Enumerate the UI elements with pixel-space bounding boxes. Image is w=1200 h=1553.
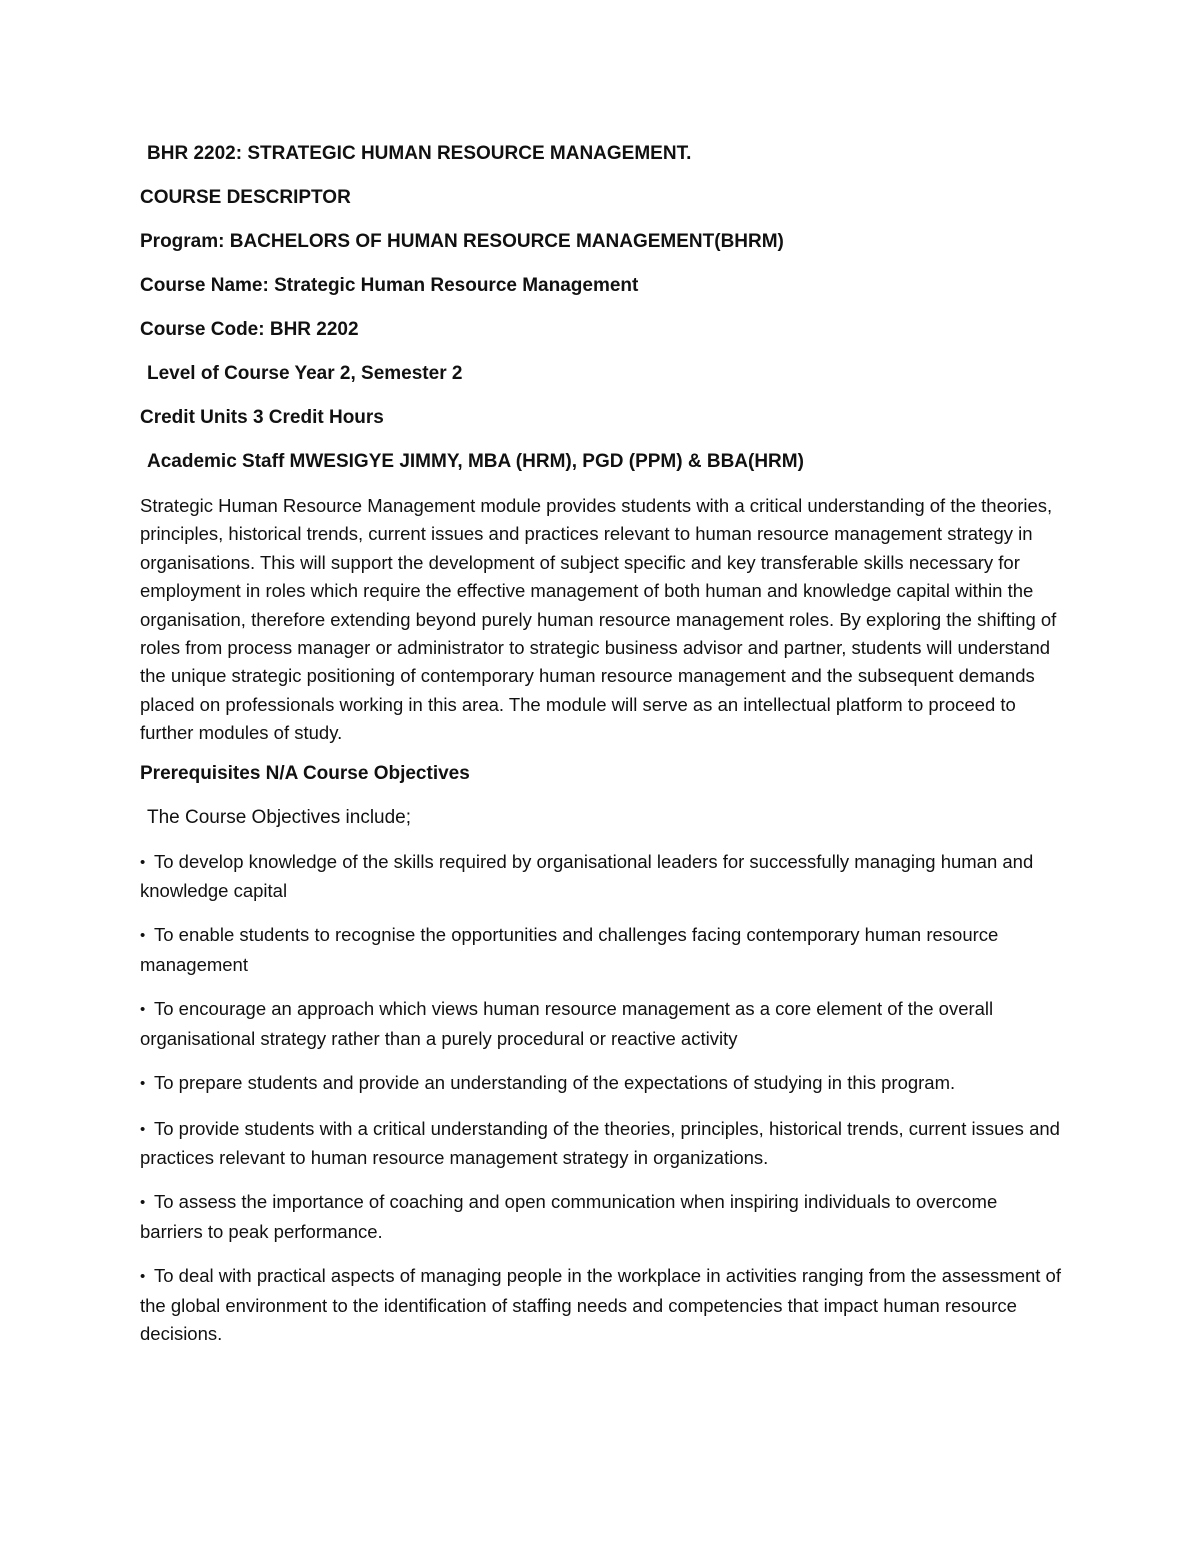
bullet-icon: • bbox=[140, 853, 146, 871]
objectives-intro: The Course Objectives include; bbox=[147, 806, 412, 828]
list-item bbox=[140, 848, 1065, 906]
bullet-icon: • bbox=[140, 1268, 146, 1286]
list-item-text: To provide students with a critical understanding of the theories, principles, historical trends, current issues and practices relevant to human resource management strategy in organizations. bbox=[140, 1117, 1060, 1168]
bullet-icon: • bbox=[140, 1120, 146, 1138]
program-line: Program: BACHELORS OF HUMAN RESOURCE MANAGEMENT(BHRM) bbox=[140, 231, 784, 252]
course-code-line: Course Code: BHR 2202 bbox=[140, 319, 359, 340]
credit-units-line: Credit Units 3 Credit Hours bbox=[140, 407, 384, 428]
list-item bbox=[140, 1069, 1065, 1098]
list-item bbox=[140, 921, 1065, 979]
course-title: BHR 2202: STRATEGIC HUMAN RESOURCE MANAGEMENT. bbox=[147, 143, 692, 164]
list-item-text: To encourage an approach which views human resource management as a core element of the overall organisational strategy rather than a purely procedural or reactive activity bbox=[140, 998, 994, 1049]
list-item-text: To deal with practical aspects of managing people in the workplace in activities ranging from the assessment of the global environment to the identification of staffing needs and competencies that impact human resource decisions. bbox=[140, 1265, 1061, 1344]
list-item-text: To enable students to recognise the opportunities and challenges facing contemporary human resource management bbox=[140, 924, 999, 975]
list-item bbox=[140, 995, 1065, 1053]
document-page bbox=[140, 140, 1070, 1364]
course-descriptor-heading: COURSE DESCRIPTOR bbox=[140, 187, 351, 208]
list-item-text: To develop knowledge of the skills required by organisational leaders for successfully managing human and knowledge capital bbox=[140, 850, 1034, 902]
level-line: Level of Course Year 2, Semester 2 bbox=[147, 363, 463, 384]
list-item bbox=[140, 1115, 1065, 1173]
academic-staff-line: Academic Staff MWESIGYE JIMMY, MBA (HRM), PGD (PPM) & BBA(HRM) bbox=[147, 451, 804, 472]
course-description: Strategic Human Resource Management module provides students with a critical understanding of the theories, principles, historical trends, current issues and practices relevant to human resource management strategy in organisations. This will support the development of subject specific and key transferable skills necessary for employment in roles which require the effective management of both human and knowledge capital within the organisation, therefore extending beyond purely human resource management roles. By exploring the shifting of roles from process manager or administrator to strategic business advisor and partner, students will understand the unique strategic positioning of contemporary human resource management and the subsequent demands placed on professionals working in this area. The module will serve as an intellectual platform to proceed to further modules of study. bbox=[140, 495, 1057, 744]
bullet-icon: • bbox=[140, 1194, 146, 1212]
course-name-line: Course Name: Strategic Human Resource Management bbox=[140, 275, 639, 296]
objectives-heading: Prerequisites N/A Course Objectives bbox=[140, 762, 470, 784]
objectives-list bbox=[140, 848, 1070, 1349]
bullet-icon: • bbox=[140, 927, 146, 945]
bullet-icon: • bbox=[140, 1001, 146, 1019]
list-item bbox=[140, 1188, 1065, 1246]
list-item-text: To prepare students and provide an understanding of the expectations of studying in this program. bbox=[154, 1072, 956, 1094]
list-item bbox=[140, 1262, 1065, 1348]
list-item-text: To assess the importance of coaching and open communication when inspiring individuals to overcome barriers to peak performance. bbox=[140, 1191, 998, 1242]
bullet-icon: • bbox=[140, 1075, 146, 1093]
